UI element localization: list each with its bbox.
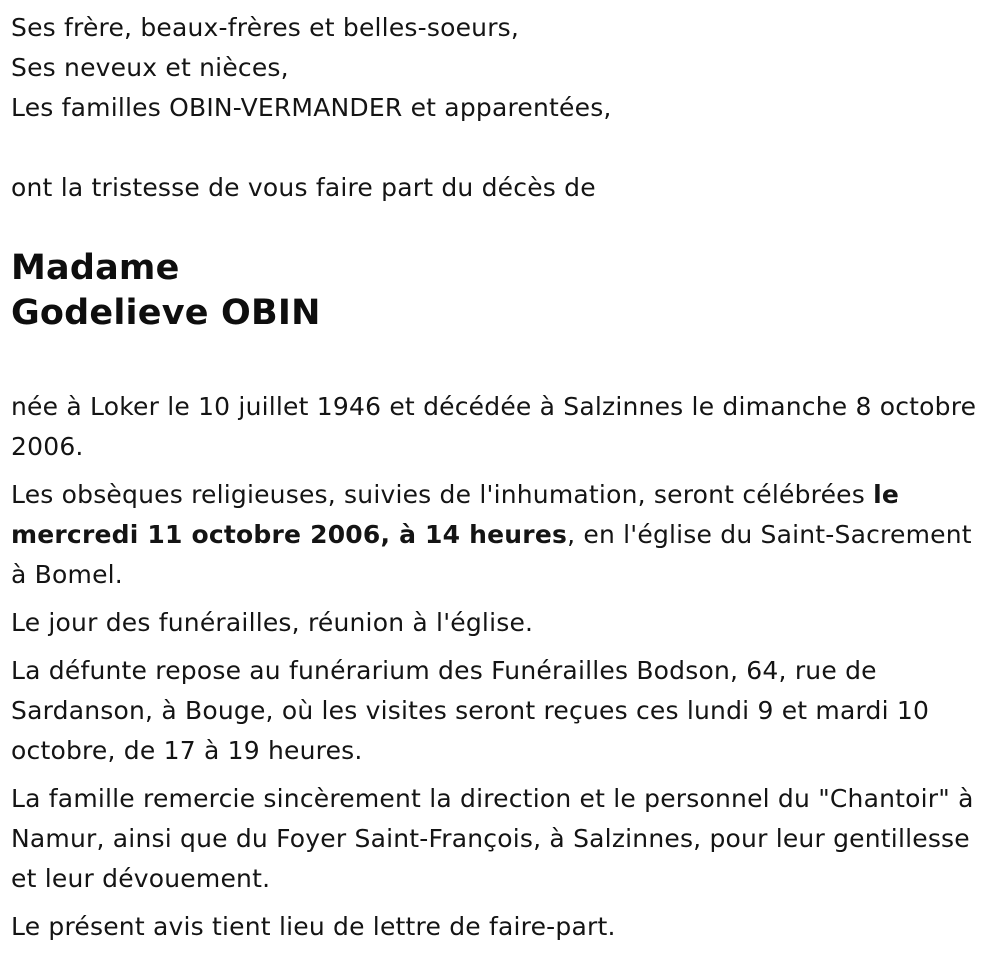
visitation-paragraph: La défunte repose au funérarium des Funérailles Bodson, 64, rue de Sardanson, à Bouge, où les visites seront reçues ces lundi 9 et mardi 10 octobre, de 17 à 19 heures. <box>11 656 930 765</box>
family-line-families: Les familles OBIN-VERMANDER et apparentées, <box>11 93 612 122</box>
funeral-text-after: , en l'église du Saint-Sacrement à Bomel. <box>11 520 972 589</box>
funeral-date-time: le mercredi 11 octobre 2006, à 14 heures <box>11 480 900 549</box>
deceased-name: Godelieve OBIN <box>11 293 321 333</box>
death-notice <box>11 8 986 955</box>
family-line-nephews-nieces: Ses neveux et nièces, <box>11 53 289 82</box>
closing-paragraph: Le présent avis tient lieu de lettre de faire-part. <box>11 912 616 941</box>
deceased-title: Madame <box>11 248 180 288</box>
funeral-paragraph <box>11 475 986 595</box>
deceased-name-heading <box>11 246 986 336</box>
funeral-text-before: Les obsèques religieuses, suivies de l'inhumation, seront célébrées <box>11 480 874 509</box>
family-list <box>11 8 986 128</box>
announcement-text: ont la tristesse de vous faire part du décès de <box>11 173 596 202</box>
notice-body <box>11 387 986 947</box>
birth-death-paragraph: née à Loker le 10 juillet 1946 et décédée à Salzinnes le dimanche 8 octobre 2006. <box>11 392 977 461</box>
family-line-siblings: Ses frère, beaux-frères et belles-soeurs, <box>11 13 520 42</box>
gathering-paragraph: Le jour des funérailles, réunion à l'église. <box>11 608 534 637</box>
spacer <box>11 128 986 168</box>
thanks-paragraph: La famille remercie sincèrement la direction et le personnel du "Chantoir" à Namur, ainsi que du Foyer Saint-François, à Salzinnes, pour leur gentillesse et leur dévouement. <box>11 784 974 893</box>
